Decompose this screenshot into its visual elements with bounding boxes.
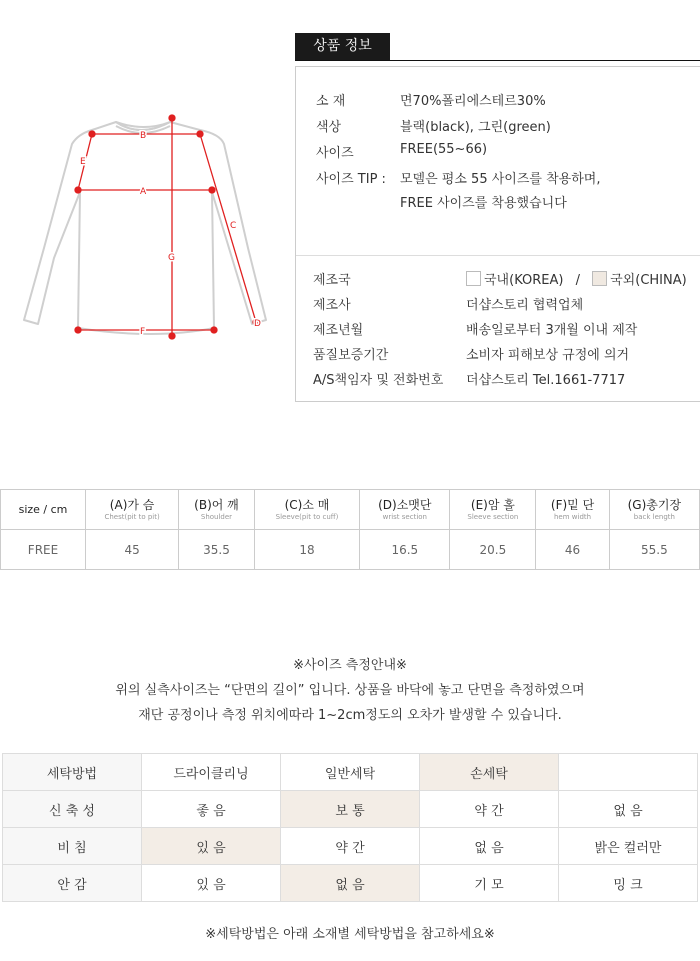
garment-measurement-diagram: [20, 108, 290, 348]
material-label: 소 재: [316, 94, 346, 109]
wash-header-sheer: 비 침: [3, 828, 142, 865]
color-value: 블랙(black), 그린(green): [400, 120, 551, 135]
country-separator: /: [575, 273, 580, 288]
size-table-header: [1, 490, 700, 530]
as-value: 더샵스토리 Tel.1661-7717: [466, 373, 626, 388]
warranty-label: 품질보증기간: [313, 348, 389, 363]
size-value-e: 20.5: [450, 530, 536, 570]
lining-yes: 있 음: [142, 865, 281, 902]
product-info-title: 상품 정보: [295, 33, 390, 60]
lining-mink: 밍 크: [559, 865, 698, 902]
product-info-divider: [296, 255, 700, 256]
country-china: 국외(CHINA): [610, 273, 687, 288]
stretch-good: 좋 음: [142, 791, 281, 828]
wash-empty: [559, 754, 698, 791]
wash-header-lining: 안 감: [3, 865, 142, 902]
size-value-c: 18: [254, 530, 359, 570]
date-label: 제조년월: [313, 323, 364, 338]
country-korea: 국내(KOREA): [484, 273, 564, 288]
label-g: G: [168, 253, 175, 263]
size-value-b: 35.5: [179, 530, 255, 570]
wash-row-lining: [3, 865, 698, 902]
size-tip-line2: FREE 사이즈를 착용했습니다: [400, 196, 567, 211]
size-col-a: (A)가 슴 Chest(pit to pit): [86, 490, 179, 530]
wash-note: ※세탁방법은 아래 소재별 세탁방법을 참고하세요※: [205, 927, 495, 942]
size-col-f: (F)밑 단 hem width: [536, 490, 609, 530]
sheer-yes: 있 음: [142, 828, 281, 865]
wash-row-method: [3, 754, 698, 791]
wash-normal: 일반세탁: [281, 754, 420, 791]
wash-row-stretch: [3, 791, 698, 828]
size-col-d: (D)소맷단 wrist section: [360, 490, 450, 530]
as-label: A/S책임자 및 전화번호: [313, 373, 444, 388]
size-col-g: (G)총기장 back length: [609, 490, 699, 530]
label-f: F: [140, 327, 146, 337]
wash-hand: 손세탁: [420, 754, 559, 791]
maker-label: 제조사: [313, 298, 351, 313]
size-value-f: 46: [536, 530, 609, 570]
stretch-normal: 보 통: [281, 791, 420, 828]
size-value: FREE(55~66): [400, 142, 488, 157]
china-checkbox: [592, 271, 607, 286]
stretch-none: 없 음: [559, 791, 698, 828]
sheer-light-only: 밝은 컬러만: [559, 828, 698, 865]
size-row-label: FREE: [1, 530, 86, 570]
size-table-row: [1, 530, 700, 570]
label-e: E: [80, 157, 86, 167]
date-value: 배송일로부터 3개월 이내 제작: [466, 323, 638, 338]
lining-fleece: 기 모: [420, 865, 559, 902]
country-options: [466, 269, 687, 288]
label-a: A: [140, 187, 147, 197]
size-label: 사이즈: [316, 146, 354, 161]
wash-header-method: 세탁방법: [3, 754, 142, 791]
size-col-b: (B)어 깨 Shoulder: [179, 490, 255, 530]
label-d: D: [254, 319, 261, 329]
wash-dry-clean: 드라이클리닝: [142, 754, 281, 791]
label-c: C: [230, 221, 237, 231]
sheer-none: 없 음: [420, 828, 559, 865]
product-info-rule: [295, 60, 700, 61]
korea-checkbox: [466, 271, 481, 286]
color-label: 색상: [316, 120, 342, 135]
measure-note-title: ※사이즈 측정안내※: [293, 658, 407, 673]
size-col-c: (C)소 매 Sleeve(pit to cuff): [254, 490, 359, 530]
size-col-e: (E)암 홀 Sleeve section: [450, 490, 536, 530]
maker-value: 더샵스토리 협력업체: [466, 298, 584, 313]
warranty-value: 소비자 피해보상 규정에 의거: [466, 348, 630, 363]
wash-header-stretch: 신 축 성: [3, 791, 142, 828]
country-label: 제조국: [313, 273, 351, 288]
material-value: 면70%폴리에스테르30%: [400, 94, 546, 109]
size-table: [0, 489, 700, 570]
sheer-slight: 약 간: [281, 828, 420, 865]
wash-row-sheer: [3, 828, 698, 865]
size-tip-line1: 모델은 평소 55 사이즈를 착용하며,: [400, 172, 601, 187]
size-value-a: 45: [86, 530, 179, 570]
lining-none: 없 음: [281, 865, 420, 902]
measure-note-line2: 재단 공정이나 측정 위치에따라 1~2cm정도의 오차가 발생할 수 있습니다.: [138, 708, 562, 723]
size-value-g: 55.5: [609, 530, 699, 570]
size-corner: size / cm: [1, 490, 86, 530]
measure-note-line1: 위의 실측사이즈는 “단면의 길이” 입니다. 상품을 바닥에 놓고 단면을 측정하였으며: [115, 683, 585, 698]
stretch-slight: 약 간: [420, 791, 559, 828]
size-tip-label: 사이즈 TIP :: [316, 172, 386, 187]
wash-table: [2, 753, 698, 902]
size-value-d: 16.5: [360, 530, 450, 570]
label-b: B: [140, 131, 147, 141]
